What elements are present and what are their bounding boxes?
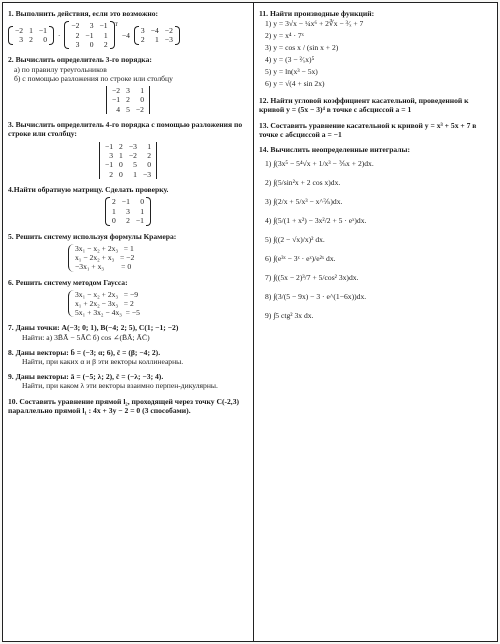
- transpose-mark: T: [114, 22, 118, 29]
- problem-3-title: 3. Вычислить определитель 4-го порядка с помощью разложения по строке или столбцу:: [8, 120, 243, 139]
- integral-item: 2) ∫(5/sin²x + 2 cos x)dx.: [265, 178, 341, 188]
- problem-9: [8, 372, 248, 390]
- integral-item: 5) ∫((2 − √x)/x)² dx.: [265, 235, 325, 245]
- problem-4: [8, 185, 248, 225]
- integral-item: 9) ∫5 ctg² 3x dx.: [265, 311, 314, 321]
- problem-1-expression: [8, 21, 248, 49]
- matrix-cell: −4: [150, 25, 159, 35]
- equation: −3x₁ + x₃ = 0: [75, 262, 132, 272]
- matrix-cell: 3: [126, 206, 130, 216]
- matrix-cell: 2: [126, 95, 130, 105]
- matrix-cell: 3: [19, 35, 24, 45]
- worksheet: [2, 2, 498, 642]
- matrix-cell: 5: [133, 160, 137, 170]
- integral-item: 8) ∫(3/(5 − 9x) − 3 · e^(1−6x))dx.: [265, 292, 367, 302]
- matrix-cell: 3: [109, 151, 114, 161]
- matrix-cell: 2: [103, 40, 108, 50]
- matrix-cell: −2: [164, 25, 173, 35]
- problem-5: [8, 232, 248, 272]
- integral-item: 6) ∫(e³ˣ − 3ˣ · eˣ)/e²ˣ dx.: [265, 254, 336, 264]
- column-divider: [253, 3, 254, 641]
- derivative-item: 4) y = (3 − ²⁄ₓx)⁵: [265, 55, 315, 65]
- matrix-cell: −1: [38, 25, 47, 35]
- matrix-cell: 2: [29, 35, 33, 45]
- matrix-cell: 0: [112, 216, 116, 226]
- problem-8: [8, 348, 248, 366]
- problem-6: [8, 278, 248, 318]
- integral-item: 1) ∫(3x⁵ − 5⁴√x + 1/x³ − ⅗x + 2)dx.: [265, 159, 374, 169]
- equation: 3x₁ − x₂ + 2x₃ = 1: [75, 243, 134, 253]
- determinant-3x3: [105, 86, 151, 114]
- problem-9-title: 9. Даны векторы: ā = (−5; λ; 2), c̄ = (−λ; −3; 4).: [8, 372, 164, 382]
- problem-12: [259, 96, 493, 114]
- matrix-cell: −2: [71, 21, 80, 31]
- problem-8-find: Найти, при каких α и β эти векторы коллинеарны.: [22, 356, 184, 366]
- problem-1: [8, 9, 248, 49]
- equation: 3x₁ − x₂ + 2x₃ = −9: [75, 289, 139, 299]
- integral-item: 4) ∫(5/(1 + x²) − 3x²/2 + 5 · eˣ)dx.: [265, 216, 367, 226]
- matrix-cell: −1: [135, 216, 144, 226]
- matrix-cell: 2: [75, 30, 80, 40]
- matrix-cell: 1: [29, 25, 33, 35]
- problem-11: [259, 9, 493, 90]
- problem-10: [8, 397, 248, 415]
- matrix-a: [8, 26, 54, 45]
- determinant-4x4: [98, 142, 158, 180]
- matrix-cell: −3: [128, 141, 137, 151]
- problem-14-title: 14. Вычислить неопределенные интегралы:: [259, 145, 410, 155]
- problem-13: [259, 121, 493, 139]
- system-cramer: [68, 244, 134, 272]
- matrix-cell: 2: [112, 197, 116, 207]
- problem-5-title: 5. Решить систему используя формулы Крамера:: [8, 231, 177, 241]
- matrix-c: [134, 26, 180, 45]
- matrix-cell: −2: [128, 151, 137, 161]
- matrix-cell: 0: [43, 35, 47, 45]
- problem-3: [8, 120, 248, 179]
- matrix-cell: −1: [104, 160, 114, 170]
- matrix-cell: 4: [116, 104, 121, 114]
- matrix-cell: −3: [164, 35, 173, 45]
- matrix-cell: 0: [140, 197, 144, 207]
- matrix-cell: −2: [112, 86, 121, 96]
- matrix-cell: −2: [15, 25, 24, 35]
- matrix-cell: −1: [121, 197, 130, 207]
- matrix-cell: −1: [112, 95, 121, 105]
- matrix-cell: 3: [140, 25, 145, 35]
- multiply-sign: ·: [57, 30, 61, 40]
- problem-2-title: 2. Вычислить определитель 3-го порядка:: [8, 55, 152, 65]
- matrix-cell: 2: [147, 151, 152, 161]
- matrix-b: [64, 21, 114, 49]
- matrix-cell: 1: [112, 206, 116, 216]
- matrix-cell: 2: [140, 35, 145, 45]
- minus-four: −4: [121, 30, 130, 40]
- problem-2-option-a: а) по правилу треугольников: [14, 64, 107, 74]
- matrix-cell: 1: [103, 30, 108, 40]
- derivative-item: 6) y = √(4 + sin 2x): [265, 79, 325, 89]
- matrix-cell: 1: [147, 141, 152, 151]
- problem-1-title: 1. Выполнить действия, если это возможно:: [8, 9, 159, 18]
- equation: x₁ + 2x₂ − 3x₃ = 2: [75, 298, 134, 308]
- problem-8-title: 8. Даны векторы: b̄ = (−3; α; 6), c̄ = (β; −4; 2).: [8, 347, 161, 357]
- matrix-inverse-target: [105, 197, 151, 225]
- problem-7-find: Найти: а) 3B̄Ā − 5ĀC̄ б) cos ∠(B̄Ā; ĀC̄): [22, 332, 150, 342]
- problem-13-title: 13. Составить уравнение касательной к кривой y = x³ + 5x + 7 в точке с абсциссой a = −1: [259, 120, 477, 139]
- equation: 5x₁ + 3x₂ − 4x₃ = −5: [75, 308, 140, 318]
- matrix-cell: 0: [89, 40, 94, 50]
- derivative-item: 5) y = ln(x³ − 5x): [265, 67, 318, 77]
- problem-2-option-b: б) с помощью разложения по строке или столбцу: [14, 73, 173, 83]
- problem-14: [259, 145, 493, 325]
- matrix-cell: 1: [140, 206, 144, 216]
- matrix-cell: 1: [133, 169, 137, 179]
- matrix-cell: 3: [126, 86, 130, 96]
- derivative-item: 3) y = cos x / (sin x + 2): [265, 43, 339, 53]
- matrix-cell: −1: [99, 21, 108, 31]
- problem-6-title: 6. Решить систему методом Гаусса:: [8, 277, 128, 287]
- left-column: [8, 9, 248, 421]
- problem-12-title: 12. Найти угловой коэффициент касательной, проведенной к кривой y = (5x − 3)⁴ в точке с абсциссой a = 1: [259, 96, 469, 115]
- matrix-cell: 0: [147, 160, 152, 170]
- matrix-cell: 0: [140, 95, 144, 105]
- matrix-cell: −2: [135, 104, 144, 114]
- matrix-cell: 5: [126, 104, 130, 114]
- equation: x₁ − 2x₂ + x₃ = −2: [75, 253, 135, 263]
- matrix-cell: −3: [142, 169, 152, 179]
- matrix-cell: 3: [75, 40, 80, 50]
- problem-9-find: Найти, при каком λ эти векторы взаимно перпен-дикулярны.: [22, 381, 218, 391]
- problem-11-title: 11. Найти производные функций:: [259, 9, 375, 18]
- matrix-cell: −1: [85, 30, 94, 40]
- problem-4-title: 4.Найти обратную матрицу. Сделать проверку.: [8, 185, 169, 195]
- right-column: [259, 9, 493, 331]
- derivative-item: 1) y = 3√x − ¼x⁶ + 2∛x − ³⁄ₓ + 7: [265, 19, 364, 29]
- matrix-cell: 2: [109, 169, 114, 179]
- matrix-cell: 3: [89, 21, 94, 31]
- integral-item: 7) ∫((5x − 2)³/7 + 5/cos² 3x)dx.: [265, 273, 359, 283]
- matrix-cell: 2: [126, 216, 130, 226]
- derivative-item: 2) y = x⁴ · 7ˣ: [265, 31, 304, 41]
- matrix-cell: 1: [140, 86, 144, 96]
- integral-item: 3) ∫(2/x + 5/x³ − x^⅖)dx.: [265, 197, 343, 207]
- problem-10-title: 10. Составить уравнение прямой l₂, проходящей через точку C(-2,3) параллельно прямой l₁ : 4x + 3y − 2 = 0 (3 способами).: [8, 396, 240, 415]
- matrix-cell: 0: [119, 169, 123, 179]
- matrix-cell: 2: [119, 141, 123, 151]
- problem-2: [8, 55, 248, 114]
- problem-7: [8, 323, 248, 341]
- matrix-cell: 0: [119, 160, 123, 170]
- matrix-cell: 1: [154, 35, 159, 45]
- system-gauss: [68, 290, 140, 318]
- problem-7-title: 7. Даны точки: A(−3; 0; 1), B(−4; 2; 5), C(1; −1; −2): [8, 323, 179, 333]
- matrix-cell: −1: [104, 141, 114, 151]
- matrix-cell: 1: [119, 151, 123, 161]
